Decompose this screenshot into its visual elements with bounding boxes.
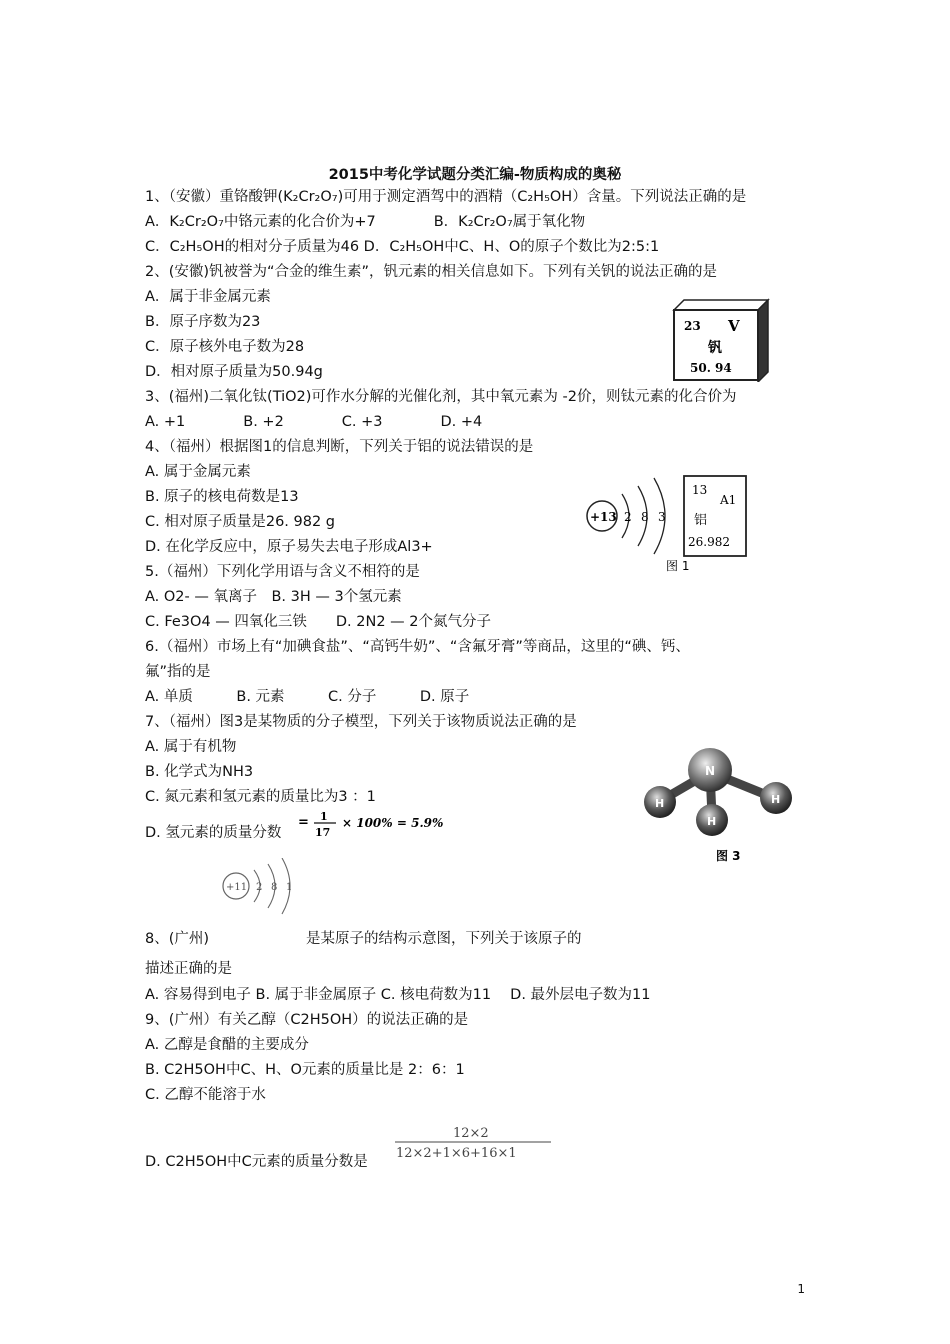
question-4: 4、（福州）根据图1的信息判断，下列关于铝的说法错误的是 [145,439,534,455]
q8-options: A. 容易得到电子 B. 属于非金属原子 C. 核电荷数为11 D. 最外层电子数为11 [145,987,651,1003]
question-8-cont: 是某原子的结构示意图，下列关于该原子的 [306,931,582,947]
vanadium-symbol: V [728,317,740,335]
q9-option-b: B. C2H5OH中C、H、O元素的质量比是 2：6：1 [145,1062,465,1078]
page-title: 2015中考化学试题分类汇编-物质构成的奥秘 [328,167,622,183]
vanadium-name: 钒 [708,340,722,356]
al-mass: 26.982 [688,535,730,549]
vanadium-mass: 50. 94 [690,361,732,375]
q1-options-ab: A．K₂Cr₂O₇中铬元素的化合价为+7 B．K₂Cr₂O₇属于氧化物 [145,214,586,230]
al-shell-2: 8 [641,510,649,524]
page-number: 1 [797,1282,805,1296]
question-6: 6.（福州）市场上有“加碘食盐”、“高钙牛奶”、“含氟牙膏”等商品，这里的“碘、钙、 [145,639,690,655]
question-6-cont: 氟”指的是 [145,664,211,680]
question-8: 8、(广州) [145,931,210,947]
na-shell-2: 8 [271,882,278,893]
al-number: 13 [692,483,708,497]
na-nucleus: +11 [226,882,248,893]
al-shell-1: 2 [624,510,632,524]
carbon-fraction-formula [393,1123,553,1163]
na-shell-1: 2 [256,882,263,893]
q9-option-d: D. C2H5OH中C元素的质量分数是 [145,1154,368,1170]
figure-1-caption: 图 1 [666,559,690,573]
formula1-rest: × 100% = 5.9% [342,816,444,830]
formula1-denominator: 17 [315,826,331,839]
question-1: 1、（安徽）重铬酸钾(K₂Cr₂O₇)可用于测定酒驾中的酒精（C₂H₅OH）含量。下列说法正确的是 [145,189,747,205]
al-shell-3: 3 [658,510,666,524]
n-atom: N [705,764,716,778]
formula2-numerator: 12×2 [453,1126,489,1141]
q5-options-cd: C. Fe3O4 — 四氧化三铁 D. 2N2 — 2个氮气分子 [145,614,492,630]
al-name: 铝 [694,513,708,528]
aluminum-figure [580,472,748,584]
figure-3-caption: 图 3 [716,849,741,863]
q7-option-a: A. 属于有机物 [145,739,237,755]
question-5: 5.（福州）下列化学用语与含义不相符的是 [145,564,420,580]
question-2: 2、(安徽)钒被誉为“合金的维生素”，钒元素的相关信息如下。下列有关钒的说法正确的是 [145,264,718,280]
q9-option-a: A. 乙醇是食醋的主要成分 [145,1037,309,1053]
q2-option-d: D．相对原子质量为50.94g [145,364,323,380]
q1-options-cd: C．C₂H₅OH的相对分子质量为46 D．C₂H₅OH中C、H、O的原子个数比为2:5:1 [145,239,660,255]
q5-options-ab: A. O2- — 氧离子 B. 3H — 3个氢元素 [145,589,402,605]
hydrogen-fraction-formula [296,809,486,839]
q6-options: A. 单质 B. 元素 C. 分子 D. 原子 [145,689,470,705]
q4-option-b: B. 原子的核电荷数是13 [145,489,299,505]
q7-option-c: C. 氮元素和氢元素的质量比为3 ：1 [145,789,376,805]
h-atom-bottom: H [707,815,717,828]
q9-option-c: C. 乙醇不能溶于水 [145,1087,266,1103]
na-shell-3: 1 [286,882,293,893]
q4-option-a: A. 属于金属元素 [145,464,251,480]
question-3: 3、(福州)二氧化钛(TiO2)可作水分解的光催化剂，其中氧元素为 -2价，则钛元素的化合价为 [145,389,737,405]
q2-option-a: A．属于非金属元素 [145,289,271,305]
question-8-end: 描述正确的是 [145,961,232,977]
vanadium-element-tile [672,298,770,382]
q7-option-d: D. 氢元素的质量分数 [145,825,282,841]
h-atom-left: H [655,797,665,810]
q2-option-c: C．原子核外电子数为28 [145,339,305,355]
al-symbol: A1 [720,493,737,507]
sodium-atom-structure [218,858,310,920]
h-atom-right: H [771,793,781,806]
q4-option-d: D. 在化学反应中，原子易失去电子形成Al3+ [145,539,433,555]
nh3-molecule-model [630,742,800,868]
question-7: 7、（福州）图3是某物质的分子模型，下列关于该物质说法正确的是 [145,714,577,730]
vanadium-number: 23 [684,319,701,333]
svg-text:=: = [298,815,309,830]
formula2-denominator: 12×2+1×6+16×1 [396,1146,517,1161]
q7-option-b: B. 化学式为NH3 [145,764,254,780]
q4-option-c: C. 相对原子质量是26. 982 g [145,514,336,530]
q2-option-b: B．原子序数为23 [145,314,261,330]
al-nucleus: +13 [590,510,617,524]
q3-options: A. +1 B. +2 C. +3 D. +4 [145,414,483,430]
question-9: 9、(广州）有关乙醇（C2H5OH）的说法正确的是 [145,1012,469,1028]
formula1-numerator: 1 [320,810,328,823]
